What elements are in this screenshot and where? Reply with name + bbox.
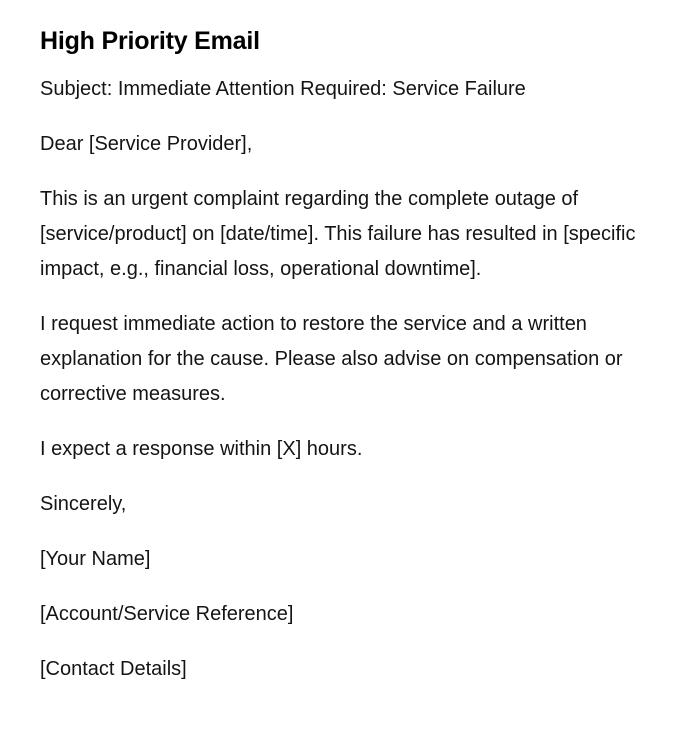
email-paragraph-request: I request immediate action to restore the service and a written explanation for the cause. Please also advise on compensation or corrective measures. xyxy=(40,313,623,405)
email-closing: Sincerely, xyxy=(40,493,127,515)
email-paragraph-deadline: I expect a response within [X] hours. xyxy=(40,438,363,460)
email-subject: Subject: Immediate Attention Required: Service Failure xyxy=(40,78,526,100)
signature-name: [Your Name] xyxy=(40,548,151,570)
signature-reference: [Account/Service Reference] xyxy=(40,603,294,625)
document-title: High Priority Email xyxy=(40,27,260,55)
signature-contact: [Contact Details] xyxy=(40,658,187,680)
email-paragraph-complaint: This is an urgent complaint regarding the complete outage of [service/product] on [date/time]. This failure has resulted in [specific impact, e.g., financial loss, operational downtime]. xyxy=(40,188,636,280)
email-greeting: Dear [Service Provider], xyxy=(40,133,253,155)
